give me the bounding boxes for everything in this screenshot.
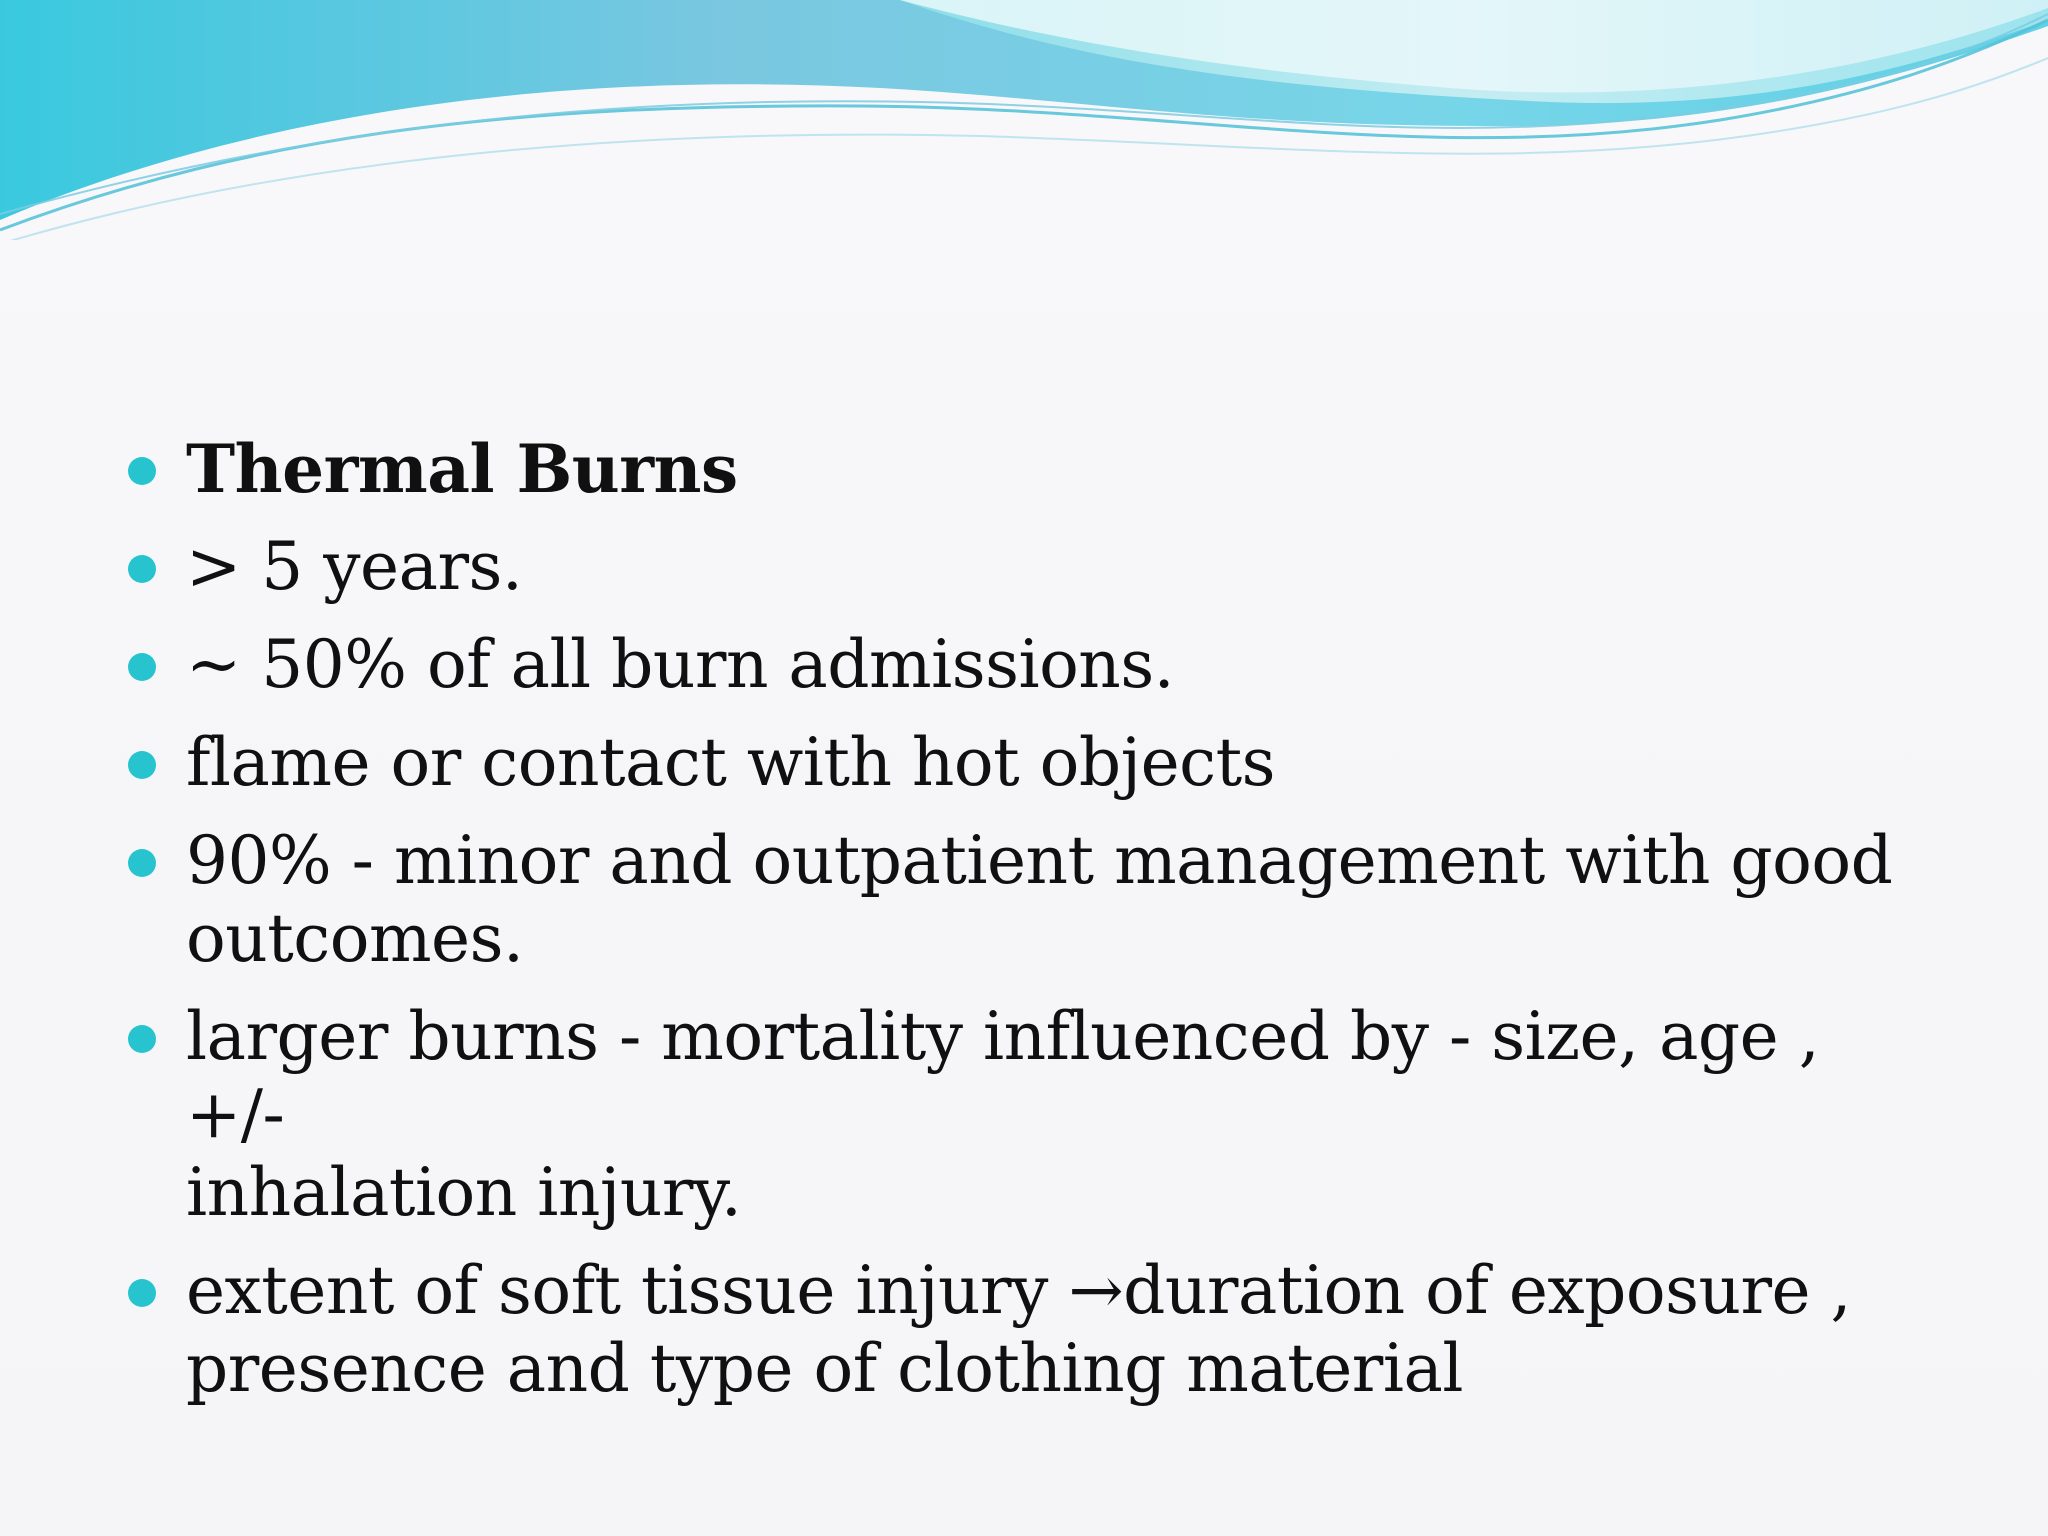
bullet-line: flame or contact with hot objects <box>186 724 1276 801</box>
bullet-dot-icon <box>128 1279 156 1307</box>
bullet-text <box>186 430 1926 508</box>
bullet-dot-icon <box>128 555 156 583</box>
bullet-dot-icon <box>128 1025 156 1053</box>
bullet-list <box>126 430 1926 1408</box>
bullet-item <box>126 528 1926 606</box>
bullet-item <box>126 822 1926 978</box>
bullet-line: Thermal Burns <box>186 430 738 508</box>
bullet-dot-icon <box>128 751 156 779</box>
bullet-item <box>126 430 1926 508</box>
bullet-dot-icon <box>128 849 156 877</box>
bullet-line: extent of soft tissue injury →duration of exposure , <box>186 1252 1852 1329</box>
bullet-line: outcomes. <box>186 900 524 977</box>
bullet-text <box>186 1252 1926 1408</box>
bullet-text <box>186 528 1926 606</box>
header-wave-decoration <box>0 0 2048 240</box>
bullet-line: inhalation injury. <box>186 1154 742 1231</box>
bullet-line: ~ 50% of all burn admissions. <box>186 626 1175 703</box>
bullet-dot-icon <box>128 653 156 681</box>
bullet-item <box>126 1252 1926 1408</box>
bullet-item <box>126 626 1926 704</box>
bullet-text <box>186 724 1926 802</box>
bullet-dot-icon <box>128 457 156 485</box>
bullet-text <box>186 822 1926 978</box>
bullet-line: > 5 years. <box>186 528 523 605</box>
bullet-text <box>186 998 1926 1232</box>
bullet-line: larger burns - mortality influenced by - size, age , +/- <box>186 998 1820 1153</box>
bullet-line: presence and type of clothing material <box>186 1330 1463 1407</box>
bullet-content <box>126 430 1926 1428</box>
bullet-item <box>126 998 1926 1232</box>
bullet-line: 90% - minor and outpatient management with good <box>186 822 1893 899</box>
bullet-item <box>126 724 1926 802</box>
bullet-text <box>186 626 1926 704</box>
